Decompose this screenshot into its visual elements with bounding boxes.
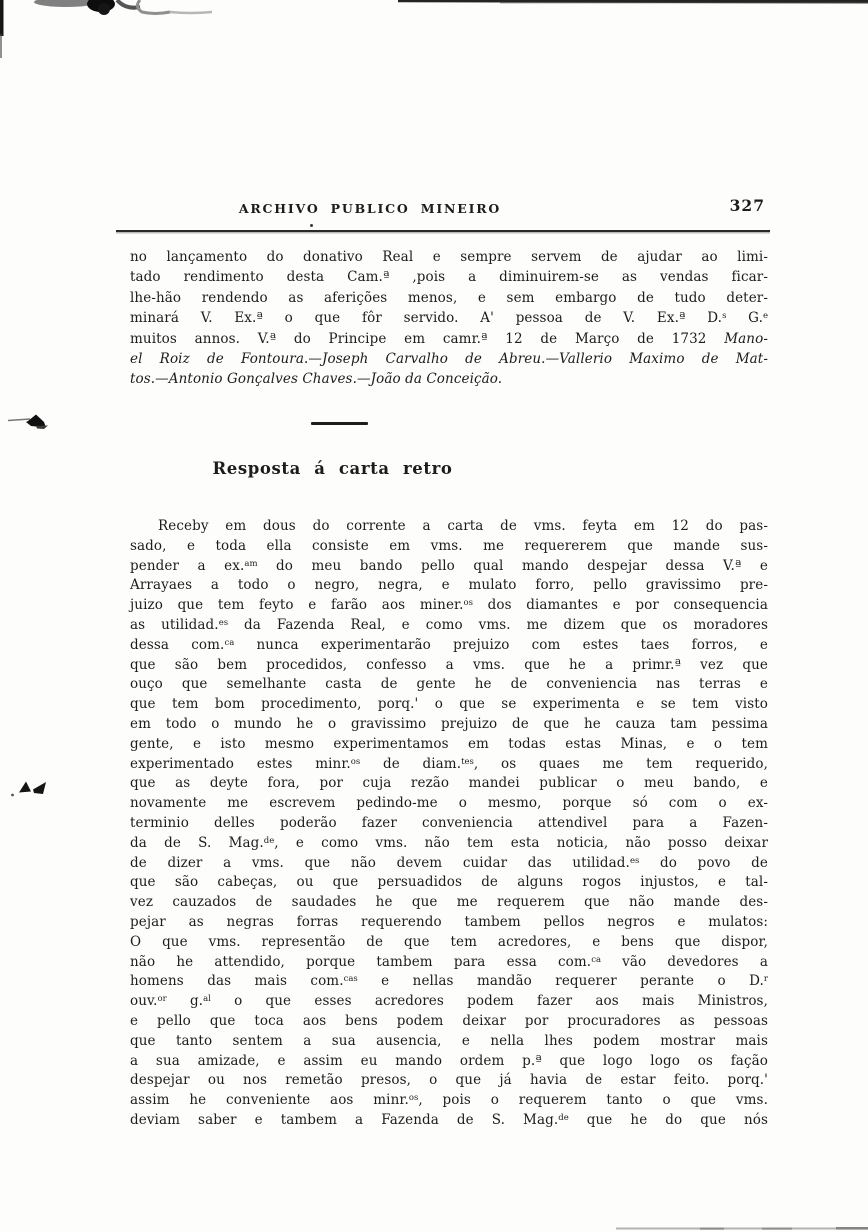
text-line: lhe-hão rendendo as aferições menos, e sem embargo de tudo deter- [130,289,768,306]
ink-blob-top-left-icon [34,0,212,15]
text-line: que são cabeças, ou que persuadidos de alguns rogos injustos, e tal- [130,874,768,891]
letter-body-paragraph [130,517,768,1131]
text-line: da de S. Mag.$^{de}$, e como vms. não tem esta noticia, não posso deixar [130,834,769,851]
text-line: ouço que semelhante casta de gente he de conveniencia nas terras e [130,676,768,693]
text-line: muitos annos. V.ª do Principe em camr.ª 12 de Março de 1732 Mano- [130,330,768,347]
text-line: no lançamento do donativo Real e sempre servem de ajudar ao limi- [130,249,768,265]
margin-ink-mark-lower-icon [11,782,46,797]
text-line: dessa com.$^{ca}$ nunca experimentarão prejuizo com estes taes forros, e [130,636,768,653]
text-line: novamente me escrevem pedindo-me o mesmo, porque só com o ex- [130,795,768,812]
text-line: de dizer a vms. que não devem cuidar das utilidad.$^{es}$ do povo de [130,854,768,871]
text-line: tos.—Antonio Gonçalves Chaves.—João da Conceição. [130,371,503,388]
text-line: minará V. Ex.ª o que fôr servido. A' pessoa de V. Ex.ª D.$^s$ G.$^e$ [130,310,769,327]
running-header-title: ARCHIVO PUBLICO MINEIRO [238,201,502,216]
page-edge-top-left-icon [0,0,4,58]
text-line: ouv.$^{or}$ g.$^{al}$ o que esses acredores podem fazer aos mais Ministros, [130,993,768,1010]
section-title: Resposta á carta retro [212,459,453,478]
text-line: as utilidad.$^{es}$ da Fazenda Real, e como vms. me dizem que os moradores [130,616,768,633]
text-line: que as deyte fora, por cuja rezão mandei publicar o meu bando, e [130,775,768,792]
text-line: não he attendido, porque tambem para essa com.$^{ca}$ vão devedores a [130,953,769,970]
text-line: gente, e isto mesmo experimentamos em todas estas Minas, e o tem [130,735,768,752]
page-edge-top-right-icon [398,0,868,4]
text-line: Arrayaes a todo o negro, negra, e mulato forro, pello gravissimo pre- [130,577,768,594]
header-ornament-dot [310,224,313,227]
text-line: experimentado estes minr.$^{os}$ de diam.$^{tes}$, os quaes me tem requerido, [130,755,768,772]
text-line: que são bem procedidos, confesso a vms. que he a primr.ª vez que [130,656,768,673]
faint-scan-line-bottom-right-icon [616,1227,868,1230]
text-line: despejar ou nos remetão presos, o que já havia de estar feito. porq.' [130,1072,768,1089]
text-line: pender a ex.$^{am}$ do meu bando pello qual mando despejar dessa V.ª e [130,557,768,574]
section-divider-rule [311,422,368,425]
text-line: O que vms. representão de que tem acredores, e bens que dispor, [130,933,768,950]
header-rule [116,230,770,232]
margin-ink-mark-upper-icon [8,415,48,430]
text-line: tado rendimento desta Cam.ª ,pois a diminuirem-se as vendas ficar- [130,269,768,286]
text-line: assim he conveniente aos minr.$^{os}$, pois o requerem tanto o que vms. [130,1092,768,1109]
text-line: a sua amizade, e assim eu mando ordem p.ª que logo logo os fação [130,1052,768,1069]
text-line: vez cauzados de saudades he que me requerem que não mande des- [130,894,768,911]
text-line: pejar as negras forras requerendo tambem pellos negros e mulatos: [130,913,768,930]
page-number: 327 [729,196,765,215]
text-line: e pello que toca aos bens podem deixar por procuradores as pessoas [130,1012,768,1029]
letter-closing-paragraph [130,247,768,390]
text-line: que tem bom procedimento, porq.' o que se experimenta e se tem visto [130,696,768,713]
text-line: homens das mais com.$^{cas}$ e nellas mandão requerer perante o D.$^r$ [130,973,768,990]
text-line: sado, e toda ella consiste em vms. me requererem que mande sus- [130,537,768,554]
text-line: terminio delles poderão fazer conveniencia attendivel para a Fazen- [130,814,768,831]
text-line: el Roiz de Fontoura.—Joseph Carvalho de Abreu.—Vallerio Maximo de Mat- [130,351,768,368]
text-line: em todo o mundo he o gravissimo prejuizo de que he cauza tam pessima [130,715,768,732]
text-line: Receby em dous do corrente a carta de vms. feyta em 12 do pas- [158,518,768,534]
text-line: juizo que tem feyto e farão aos miner.$^{os}$ dos diamantes e por consequencia [130,597,768,614]
text-line: que tanto sentem a sua ausencia, e nella lhes podem mostrar mais [130,1032,768,1049]
text-line: deviam saber e tambem a Fazenda de S. Mag.$^{de}$ que he do que nós [130,1111,768,1128]
